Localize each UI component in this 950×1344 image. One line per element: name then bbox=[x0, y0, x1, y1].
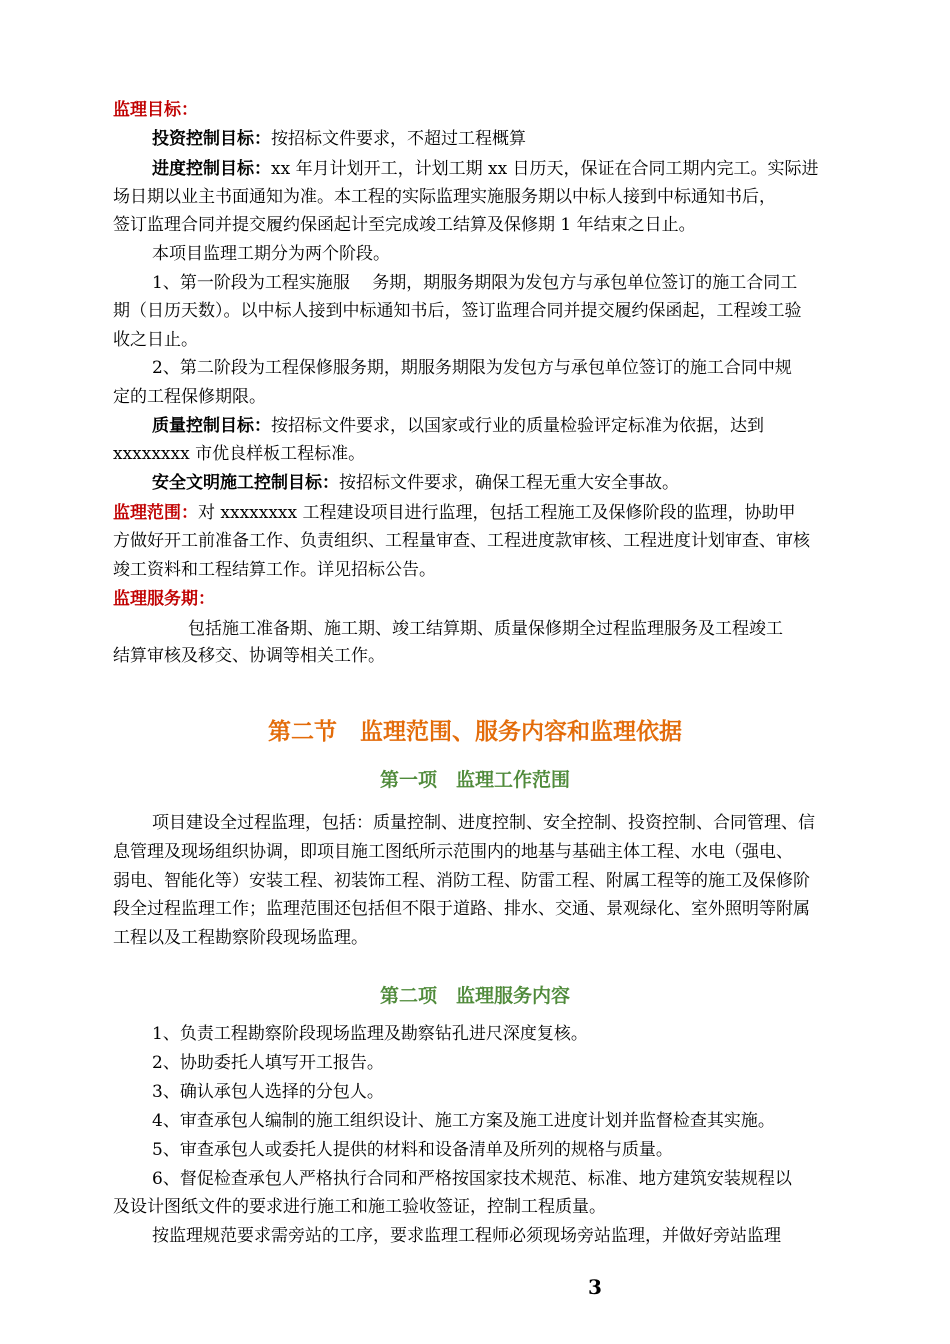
list-item-6-line2: 及设计图纸文件的要求进行施工和施工验收签证，控制工程质量。 bbox=[113, 1197, 606, 1217]
quality-goal-line2: xxxxxxxx 市优良样板工程标准。 bbox=[113, 444, 366, 464]
service-period-line2: 结算审核及移交、协调等相关工作。 bbox=[113, 646, 385, 666]
service-period-label: 监理服务期： bbox=[113, 589, 215, 609]
investment-goal bbox=[152, 126, 912, 152]
item1-title: 第一项 监理工作范围 bbox=[379, 769, 570, 791]
list-item: 3、确认承包人选择的分包人。 bbox=[152, 1082, 384, 1102]
scope-paragraph bbox=[113, 500, 873, 526]
scope-line1: 对 xxxxxxxx 工程建设项目进行监理，包括工程施工及保修阶段的监理，协助甲 bbox=[198, 503, 796, 523]
item1-line1: 项目建设全过程监理，包括：质量控制、进度控制、安全控制、投资控制、合同管理、信 bbox=[152, 813, 815, 833]
schedule-goal-line3: 签订监理合同并提交履约保函起计至完成竣工结算及保修期 1 年结束之日止。 bbox=[113, 215, 696, 235]
schedule-goal-line2: 场日期以业主书面通知为准。本工程的实际监理实施服务期以中标人接到中标通知书后， bbox=[113, 187, 776, 207]
schedule-goal bbox=[152, 156, 912, 182]
item1-line2: 息管理及现场组织协调，即项目施工图纸所示范围内的地基与基础主体工程、水电（强电、 bbox=[113, 842, 793, 862]
phase1-line1: 1、第一阶段为工程实施服 务期，期服务期限为发包方与承包单位签订的施工合同工 bbox=[152, 273, 798, 293]
phases-intro: 本项目监理工期分为两个阶段。 bbox=[152, 244, 390, 264]
section2-title: 第二节 监理范围、服务内容和监理依据 bbox=[268, 718, 682, 745]
list-item: 2、协助委托人填写开工报告。 bbox=[152, 1053, 384, 1073]
goals-heading: 监理目标： bbox=[113, 100, 198, 120]
page-number: 3 bbox=[588, 1275, 602, 1299]
quality-goal-label: 质量控制目标： bbox=[152, 416, 271, 436]
list-item: 1、负责工程勘察阶段现场监理及勘察钻孔进尺深度复核。 bbox=[152, 1024, 588, 1044]
scope-line3: 竣工资料和工程结算工作。详见招标公告。 bbox=[113, 560, 436, 580]
phase1-line3: 收之日止。 bbox=[113, 330, 198, 350]
safety-goal-text: 按招标文件要求，确保工程无重大安全事故。 bbox=[339, 473, 679, 493]
quality-goal-line1: 按招标文件要求，以国家或行业的质量检验评定标准为依据，达到 bbox=[271, 416, 764, 436]
last-line: 按监理规范要求需旁站的工序，要求监理工程师必须现场旁站监理，并做好旁站监理 bbox=[152, 1226, 781, 1246]
scope-line2: 方做好开工前准备工作、负责组织、工程量审查、工程进度款审核、工程进度计划审查、审核 bbox=[113, 531, 810, 551]
schedule-goal-label: 进度控制目标： bbox=[152, 159, 271, 179]
phase2-line2: 定的工程保修期限。 bbox=[113, 387, 266, 407]
phase2-line1: 2、第二阶段为工程保修服务期，期服务期限为发包方与承包单位签订的施工合同中规 bbox=[152, 358, 792, 378]
item1-line5: 工程以及工程勘察阶段现场监理。 bbox=[113, 928, 368, 948]
service-period-line1: 包括施工准备期、施工期、竣工结算期、质量保修期全过程监理服务及工程竣工 bbox=[188, 619, 783, 639]
item1-line3: 弱电、智能化等）安装工程、初装饰工程、消防工程、防雷工程、附属工程等的施工及保修阶 bbox=[113, 871, 810, 891]
investment-goal-label: 投资控制目标： bbox=[152, 129, 271, 149]
schedule-goal-line1: xx 年月计划开工，计划工期 xx 日历天，保证在合同工期内完工。实际进 bbox=[271, 159, 819, 179]
list-item: 4、审查承包人编制的施工组织设计、施工方案及施工进度计划并监督检查其实施。 bbox=[152, 1111, 775, 1131]
scope-label: 监理范围： bbox=[113, 503, 198, 523]
safety-goal-label: 安全文明施工控制目标： bbox=[152, 473, 339, 493]
quality-goal bbox=[152, 413, 912, 439]
investment-goal-text: 按招标文件要求，不超过工程概算 bbox=[271, 129, 526, 149]
list-item-6-line1: 6、督促检查承包人严格执行合同和严格按国家技术规范、标准、地方建筑安装规程以 bbox=[152, 1169, 792, 1189]
safety-goal bbox=[152, 470, 912, 496]
list-item: 5、审查承包人或委托人提供的材料和设备清单及所列的规格与质量。 bbox=[152, 1140, 673, 1160]
item2-title: 第二项 监理服务内容 bbox=[379, 985, 570, 1007]
phase1-line2: 期（日历天数）。以中标人接到中标通知书后，签订监理合同并提交履约保函起，工程竣工验 bbox=[113, 301, 802, 321]
item1-line4: 段全过程监理工作；监理范围还包括但不限于道路、排水、交通、景观绿化、室外照明等附属 bbox=[113, 899, 810, 919]
